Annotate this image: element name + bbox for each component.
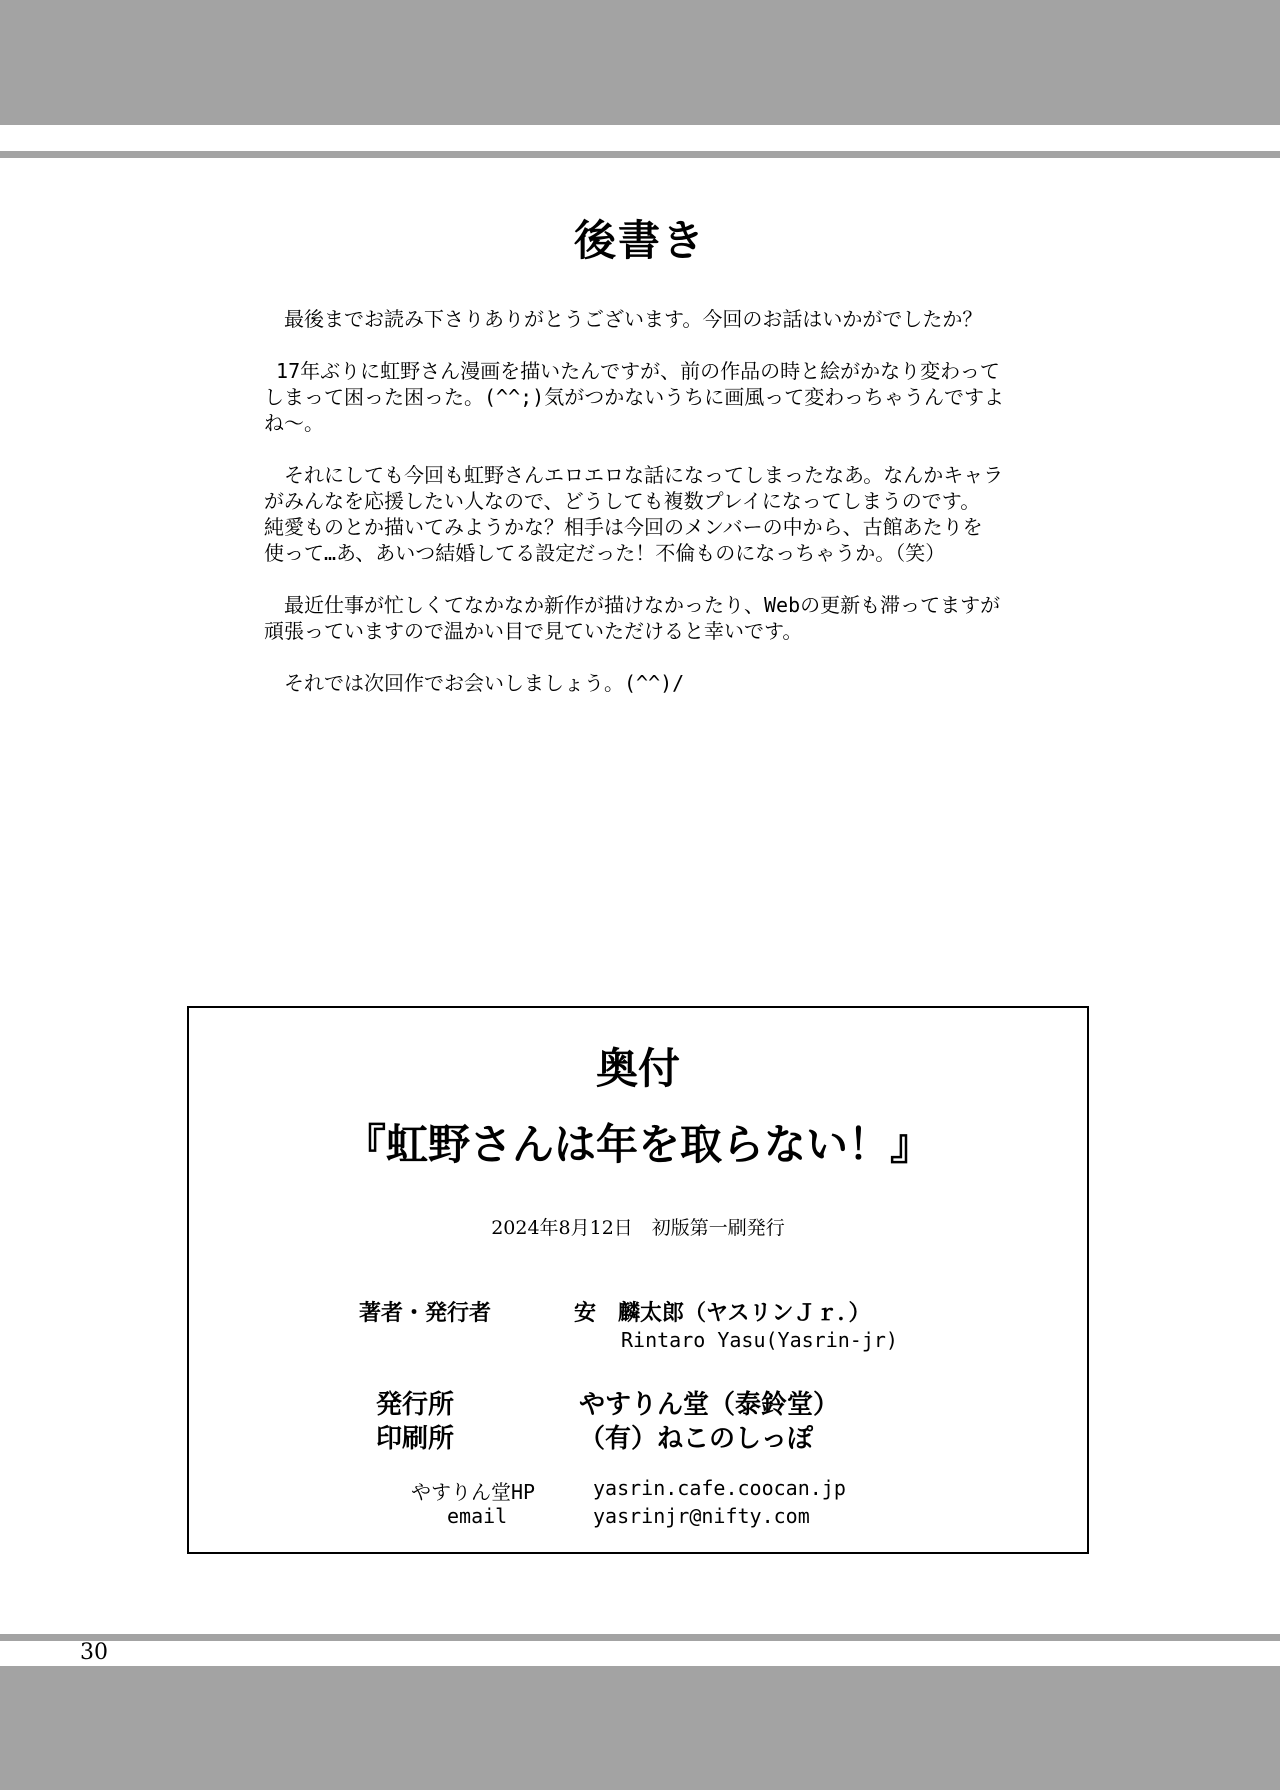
afterword-paragraph: 最後までお読み下さりありがとうございます。今回のお話はいかがでしたか？: [264, 307, 983, 331]
publisher-name: やすりん堂（泰鈴堂）: [579, 1390, 840, 1420]
bottom-gray-band: [0, 1666, 1280, 1790]
printer-label: 印刷所: [376, 1424, 455, 1454]
afterword-title: 後書き: [573, 216, 706, 265]
homepage-label: やすりん堂HP: [411, 1480, 536, 1504]
afterword-paragraph: 17年ぶりに虹野さん漫画を描いたんですが、前の作品の時と絵がかなり変わって しまって困った困った。(^^;)気がつかないうちに画風って変わっちゃうんですよ ね～。: [264, 359, 1005, 435]
top-gray-band: [0, 0, 1280, 125]
page-number: 30: [80, 1640, 108, 1665]
edition-date: 2024年8月12日 初版第一刷発行: [491, 1217, 785, 1239]
printer-name: （有）ねこのしっぽ: [579, 1424, 814, 1454]
homepage-url: yasrin.cafe.coocan.jp: [593, 1476, 846, 1500]
book-title: 『虹野さんは年を取らない！』: [343, 1120, 932, 1169]
author-label: 著者・発行者: [359, 1301, 492, 1326]
afterword-paragraph: それにしても今回も虹野さんエロエロな話になってしまったなあ。なんかキャラ がみんなを応援したい人なので、どうしても複数プレイになってしまうのです。 純愛ものとか描いてみようかな？相手は今回のメンバーの中から、古館あたりを 使って…あ、あいつ結婚してる設定だった！不倫ものになっちゃうか。（笑）: [264, 463, 1004, 565]
author-romaji: Rintaro Yasu(Yasrin-jr): [621, 1328, 898, 1352]
bottom-rule: [0, 1634, 1280, 1641]
email-label: email: [447, 1504, 508, 1528]
afterword-paragraph: それでは次回作でお会いしましょう。(^^)/: [264, 671, 685, 695]
author-name: 安 麟太郎（ヤスリンＪｒ．）: [574, 1300, 871, 1326]
top-rule: [0, 151, 1280, 158]
afterword-body: [264, 306, 1084, 722]
email-address: yasrinjr@nifty.com: [593, 1504, 810, 1528]
colophon-title: 奥付: [595, 1044, 680, 1093]
publisher-label: 発行所: [376, 1390, 455, 1420]
colophon-box: [187, 1006, 1089, 1554]
afterword-paragraph: 最近仕事が忙しくてなかなか新作が描けなかったり、Webの更新も滞ってますが 頑張っていますので温かい目で見ていただけると幸いです。: [264, 593, 1001, 643]
